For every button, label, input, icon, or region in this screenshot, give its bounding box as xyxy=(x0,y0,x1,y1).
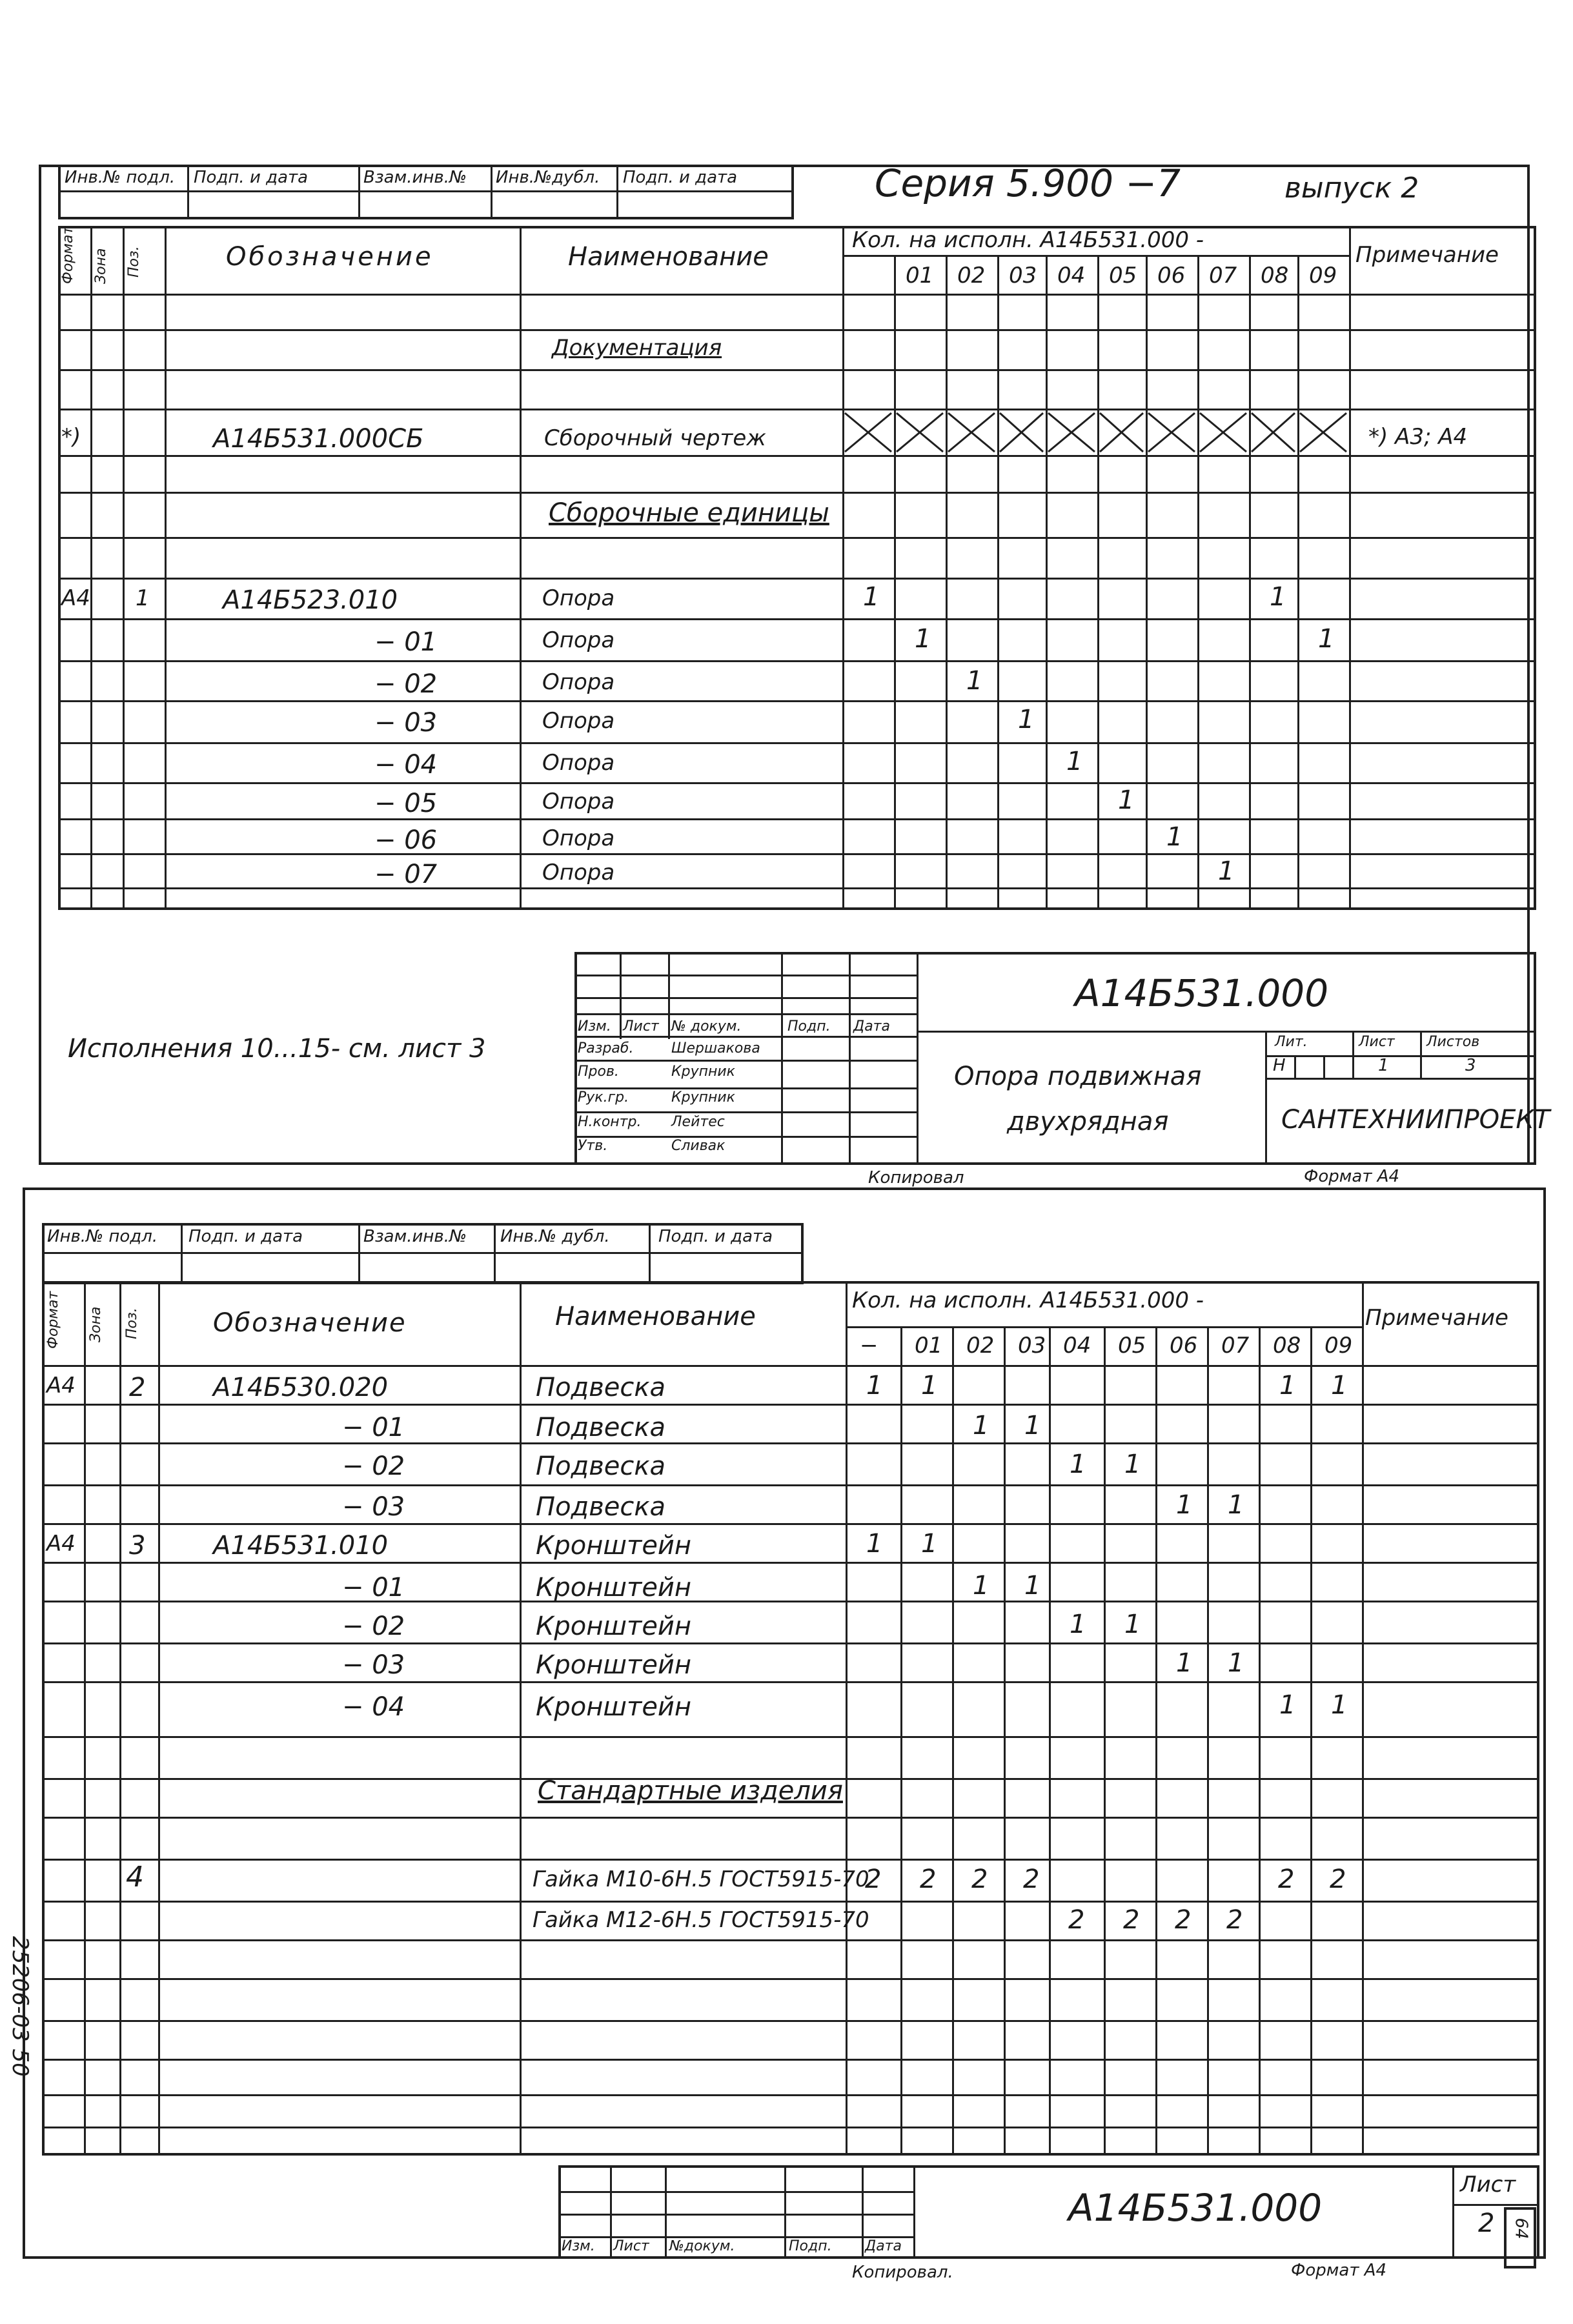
doc-note: *) А3; А4 xyxy=(1368,424,1468,450)
tb1-h-doc: № докум. xyxy=(671,1018,742,1035)
std-qty: 2 xyxy=(1123,1905,1140,1935)
row2-qty: 1 xyxy=(1024,1411,1041,1440)
copied-label-2: Копировал. xyxy=(852,2263,953,2282)
row1-qty: 1 xyxy=(1066,747,1083,776)
std-qty: 2 xyxy=(1175,1905,1192,1935)
hdr2-variant: 09 xyxy=(1324,1333,1353,1359)
tb1-role: Пров. xyxy=(578,1064,619,1080)
tb1-role: Утв. xyxy=(578,1138,608,1154)
tb1-role: Н.контр. xyxy=(578,1114,642,1130)
row1-qty: 1 xyxy=(966,666,983,696)
section-documentation: Документация xyxy=(552,335,722,361)
hdr1-designation: Обозначение xyxy=(226,242,434,272)
doc-format: *) xyxy=(61,424,81,450)
hdr1-qty-title: Кол. на исполн. А14Б531.000 - xyxy=(852,227,1204,253)
hdr2-variant: 08 xyxy=(1273,1333,1301,1359)
row1-pos: 1 xyxy=(136,585,150,611)
format-label-1: Формат А4 xyxy=(1304,1167,1400,1186)
side-stamp: 25206-03 50 xyxy=(7,1936,33,2077)
row2-designation: − 03 xyxy=(342,1650,405,1680)
hdr1-note: Примечание xyxy=(1355,242,1499,268)
tb1-title-line2: двухрядная xyxy=(1007,1107,1169,1137)
std-name: Гайка М12-6Н.5 ГОСТ5915-70 xyxy=(533,1907,869,1933)
std-name: Гайка М10-6Н.5 ГОСТ5915-70 xyxy=(533,1866,869,1892)
row1-name: Опора xyxy=(542,789,615,814)
footnote: Исполнения 10...15- см. лист 3 xyxy=(68,1034,486,1064)
row1-name: Опора xyxy=(542,627,615,653)
row1-designation: − 02 xyxy=(374,669,438,699)
row2-qty: 1 xyxy=(1176,1490,1193,1520)
row2-name: Подвеска xyxy=(536,1413,666,1442)
hdr2-variant: 05 xyxy=(1118,1333,1146,1359)
tb1-h-date: Дата xyxy=(853,1018,890,1035)
row2-designation: − 04 xyxy=(342,1692,405,1722)
row2-format: А4 xyxy=(46,1373,76,1399)
hdr2-note: Примечание xyxy=(1365,1305,1508,1331)
row2-designation: − 01 xyxy=(342,1413,405,1442)
row2-designation: − 01 xyxy=(342,1573,405,1602)
hdr2-pos: Поз. xyxy=(124,1308,140,1339)
row2-qty: 1 xyxy=(1279,1690,1296,1720)
archive-lower-header-5: Подп. и дата xyxy=(658,1227,773,1246)
row2-pos: 2 xyxy=(129,1373,146,1402)
issue-label: выпуск 2 xyxy=(1284,172,1419,205)
std-qty: 2 xyxy=(1226,1905,1243,1935)
row2-name: Кронштейн xyxy=(536,1531,692,1561)
row2-qty: 1 xyxy=(1331,1690,1348,1720)
row1-designation: − 06 xyxy=(374,825,438,855)
spec-table-2 xyxy=(42,1281,1539,2156)
tb1-sheet-label: Лист xyxy=(1359,1034,1395,1050)
hdr1-zone: Зона xyxy=(93,248,109,284)
row1-name: Опора xyxy=(542,585,615,611)
hdr2-qty-title: Кол. на исполн. А14Б531.000 - xyxy=(852,1288,1204,1313)
hdr2-zone: Зона xyxy=(88,1306,104,1342)
row2-qty: 1 xyxy=(1176,1648,1193,1678)
row2-qty: 1 xyxy=(1124,1610,1141,1639)
row1-qty: 1 xyxy=(1270,582,1286,612)
series-label: Серия 5.900 −7 xyxy=(875,161,1181,205)
std-pos: 4 xyxy=(126,1861,144,1894)
std-qty: 2 xyxy=(1023,1864,1040,1894)
hdr1-variant-09: 09 xyxy=(1309,263,1337,288)
archive-header-3: Взам.инв.№ xyxy=(363,168,467,187)
tb1-person: Сливак xyxy=(671,1138,726,1154)
tb1-title-line1: Опора подвижная xyxy=(954,1062,1202,1091)
hdr2-variant: 07 xyxy=(1221,1333,1250,1359)
tb1-person: Крупник xyxy=(671,1064,735,1080)
tb2-h-doc: №докум. xyxy=(669,2238,735,2254)
hdr1-name: Наименование xyxy=(568,242,769,272)
tb2-sheet-value: 2 xyxy=(1478,2208,1495,2238)
tb2-h-izm: Изм. xyxy=(562,2238,595,2254)
hdr1-variant-03: 03 xyxy=(1009,263,1037,288)
row2-qty: 1 xyxy=(921,1529,938,1559)
row2-name: Подвеска xyxy=(536,1492,666,1522)
tb1-person: Крупник xyxy=(671,1089,735,1106)
archive-lower-header-4: Инв.№ дубл. xyxy=(500,1227,610,1246)
row1-name: Опора xyxy=(542,750,615,776)
row2-qty: 1 xyxy=(1331,1371,1348,1400)
archive-header-1: Инв.№ подл. xyxy=(65,168,176,187)
row2-qty: 1 xyxy=(1228,1490,1244,1520)
row2-qty: 1 xyxy=(1228,1648,1244,1678)
row2-qty: 1 xyxy=(1124,1450,1141,1479)
row1-qty: 1 xyxy=(1318,624,1335,654)
hdr2-variant: − xyxy=(860,1333,878,1359)
row1-name: Опора xyxy=(542,860,615,885)
hdr2-designation: Обозначение xyxy=(213,1308,407,1338)
row2-qty: 1 xyxy=(921,1371,938,1400)
hdr2-variant: 01 xyxy=(915,1333,943,1359)
tb1-person: Лейтес xyxy=(671,1114,725,1130)
tb1-lit-value: Н xyxy=(1273,1056,1286,1075)
row2-qty: 1 xyxy=(866,1529,883,1559)
row2-qty: 1 xyxy=(973,1571,989,1601)
hdr2-variant: 03 xyxy=(1018,1333,1046,1359)
tb1-code: А14Б531.000 xyxy=(1075,971,1329,1015)
row1-designation: − 03 xyxy=(374,708,438,738)
tb1-person: Шершакова xyxy=(671,1040,760,1056)
tb1-role: Рук.гр. xyxy=(578,1089,629,1106)
hdr1-variant-04: 04 xyxy=(1057,263,1086,288)
doc-designation: А14Б531.000СБ xyxy=(213,424,424,454)
hdr1-variant-06: 06 xyxy=(1157,263,1186,288)
tb2-h-list: Лист xyxy=(613,2238,649,2254)
archive-header-2: Подп. и дата xyxy=(194,168,309,187)
tb1-sheets-label: Листов xyxy=(1426,1034,1480,1050)
section-standard: Стандартные изделия xyxy=(538,1776,843,1806)
hdr1-variant-01: 01 xyxy=(906,263,934,288)
hdr1-variant-08: 08 xyxy=(1261,263,1289,288)
section-assemblies: Сборочные единицы xyxy=(549,498,829,528)
hdr1-pos: Поз. xyxy=(126,246,142,278)
row1-qty: 1 xyxy=(863,582,880,612)
hdr2-name: Наименование xyxy=(555,1302,756,1331)
row1-qty: 1 xyxy=(1166,822,1183,852)
row2-name: Кронштейн xyxy=(536,1692,692,1722)
row1-qty: 1 xyxy=(1218,856,1235,886)
row2-format: А4 xyxy=(46,1531,76,1557)
tb2-h-date: Дата xyxy=(865,2238,902,2254)
row1-qty: 1 xyxy=(915,624,931,654)
hdr1-variant-02: 02 xyxy=(957,263,986,288)
row1-designation: − 07 xyxy=(374,860,438,889)
row2-qty: 1 xyxy=(866,1371,883,1400)
row2-designation: − 02 xyxy=(342,1451,405,1481)
std-qty: 2 xyxy=(1068,1905,1085,1935)
archive-lower-header-3: Взам.инв.№ xyxy=(363,1227,467,1246)
row1-designation: А14Б523.010 xyxy=(223,585,398,615)
archive-header-4: Инв.№дубл. xyxy=(496,168,600,187)
row1-name: Опора xyxy=(542,825,615,851)
row1-format: А4 xyxy=(61,585,90,611)
spec-table-1 xyxy=(58,226,1536,910)
tb1-org: САНТЕХНИИПРОЕКТ xyxy=(1281,1105,1550,1135)
row2-designation: − 03 xyxy=(342,1492,405,1522)
row2-qty: 1 xyxy=(1279,1371,1296,1400)
row1-name: Опора xyxy=(542,708,615,734)
hdr1-variant-05: 05 xyxy=(1109,263,1137,288)
tb1-sheets-value: 3 xyxy=(1465,1056,1476,1075)
row2-name: Подвеска xyxy=(536,1451,666,1481)
tb1-role: Разраб. xyxy=(578,1040,634,1056)
tb1-h-list: Лист xyxy=(623,1018,659,1035)
hdr2-format: Формат xyxy=(45,1291,61,1349)
format-label-2: Формат А4 xyxy=(1291,2261,1387,2280)
hdr2-variant: 04 xyxy=(1063,1333,1091,1359)
hdr2-variant: 06 xyxy=(1170,1333,1198,1359)
corner-number: 64 xyxy=(1511,2218,1531,2239)
row2-name: Кронштейн xyxy=(536,1650,692,1680)
copied-label-1: Копировал xyxy=(868,1168,964,1187)
row1-name: Опора xyxy=(542,669,615,695)
hdr1-variant-07: 07 xyxy=(1209,263,1237,288)
hdr2-variant: 02 xyxy=(966,1333,995,1359)
tb1-h-izm: Изм. xyxy=(578,1018,611,1035)
row1-qty: 1 xyxy=(1118,785,1135,815)
std-qty: 2 xyxy=(1278,1864,1295,1894)
tb1-h-sign: Подп. xyxy=(787,1018,831,1035)
tb2-code: А14Б531.000 xyxy=(1068,2186,1323,2230)
std-qty: 2 xyxy=(865,1864,882,1894)
std-qty: 2 xyxy=(1330,1864,1346,1894)
archive-lower-header-2: Подп. и дата xyxy=(188,1227,303,1246)
row2-designation: А14Б530.020 xyxy=(213,1373,389,1402)
tb1-lit-label: Лит. xyxy=(1275,1034,1308,1050)
row2-qty: 1 xyxy=(1070,1610,1086,1639)
hdr1-format: Формат xyxy=(60,226,76,284)
row2-designation: А14Б531.010 xyxy=(213,1531,389,1561)
row2-qty: 1 xyxy=(1024,1571,1041,1601)
std-qty: 2 xyxy=(971,1864,988,1894)
row1-designation: − 01 xyxy=(374,627,438,657)
archive-header-5: Подп. и дата xyxy=(623,168,738,187)
row2-name: Подвеска xyxy=(536,1373,666,1402)
tb1-sheet-value: 1 xyxy=(1378,1056,1389,1075)
doc-name: Сборочный чертеж xyxy=(544,425,766,451)
archive-lower-header-1: Инв.№ подл. xyxy=(47,1227,158,1246)
row1-designation: − 04 xyxy=(374,750,438,780)
std-qty: 2 xyxy=(920,1864,937,1894)
row2-qty: 1 xyxy=(1070,1450,1086,1479)
row2-name: Кронштейн xyxy=(536,1573,692,1602)
row2-pos: 3 xyxy=(129,1531,146,1561)
row2-qty: 1 xyxy=(973,1411,989,1440)
row2-name: Кронштейн xyxy=(536,1612,692,1641)
row2-designation: − 02 xyxy=(342,1612,405,1641)
tb2-sheet-label: Лист xyxy=(1460,2172,1516,2198)
row1-qty: 1 xyxy=(1018,705,1035,734)
tb2-h-sign: Подп. xyxy=(789,2238,832,2254)
row1-designation: − 05 xyxy=(374,789,438,818)
